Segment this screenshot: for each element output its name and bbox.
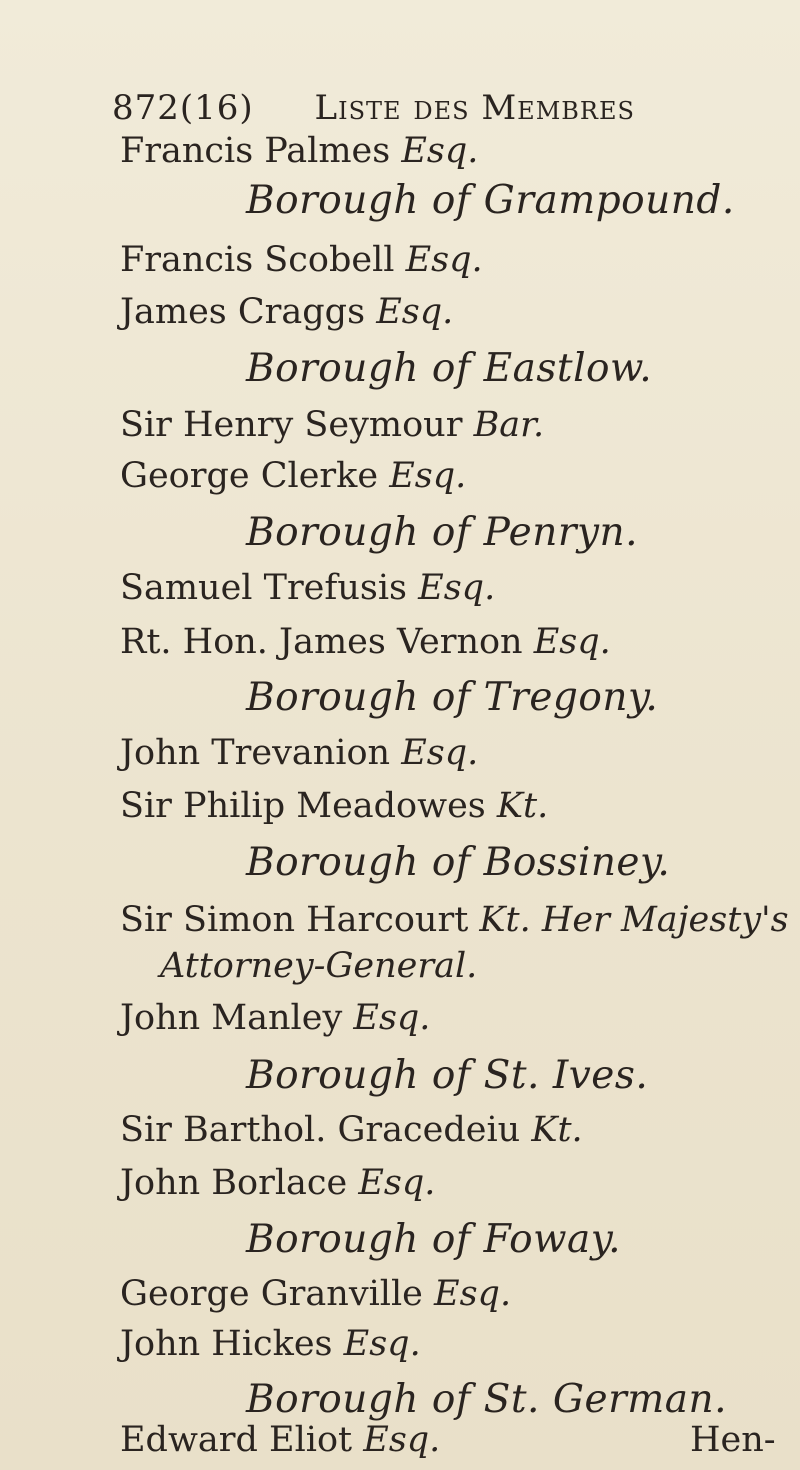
member-title: Esq. (363, 1420, 441, 1460)
member-name: Sir Philip Meadowes (120, 786, 486, 826)
borough-heading: Borough of Foway. (246, 1217, 621, 1262)
member-line (120, 786, 548, 826)
member-name: John Manley (120, 998, 343, 1038)
member-line (120, 998, 430, 1038)
continuation-line: Attorney-General. (160, 946, 478, 986)
member-name: John Hickes (120, 1324, 333, 1364)
running-title: Liste des Membres (314, 88, 635, 128)
member-title: Esq. (376, 292, 454, 332)
member-title: Esq. (343, 1324, 421, 1364)
member-line (120, 292, 453, 332)
member-line (120, 1420, 440, 1460)
member-name: George Granville (120, 1274, 423, 1314)
member-name: Sir Simon Harcourt (120, 900, 469, 940)
member-line (120, 1110, 583, 1150)
member-line (120, 900, 789, 940)
member-line (120, 456, 466, 496)
member-title: Esq. (401, 733, 479, 773)
member-line (120, 733, 478, 773)
page-header (112, 88, 635, 128)
member-name: Samuel Trefusis (120, 568, 408, 608)
member-name: John Borlace (120, 1163, 348, 1203)
borough-heading: Borough of St. Ives. (246, 1053, 649, 1098)
member-title: Esq. (401, 131, 479, 171)
member-line (120, 131, 478, 171)
member-line (120, 1274, 511, 1314)
member-line (120, 1324, 421, 1364)
borough-heading: Borough of Bossiney. (246, 840, 671, 885)
catchword: Hen- (690, 1420, 776, 1460)
borough-heading: Borough of Grampound. (246, 178, 735, 223)
member-name: John Trevanion (120, 733, 391, 773)
member-title: Kt. Her Majesty's (479, 900, 789, 940)
member-title: Kt. (531, 1110, 583, 1150)
borough-heading: Borough of Eastlow. (246, 346, 653, 391)
member-name: Francis Scobell (120, 240, 395, 280)
member-title: Kt. (496, 786, 549, 826)
member-title: Esq. (405, 240, 483, 280)
member-line (120, 622, 611, 662)
member-title: Esq. (434, 1274, 512, 1314)
member-name: James Craggs (120, 292, 366, 332)
member-name: Rt. Hon. James Vernon (120, 622, 523, 662)
member-title: Bar. (473, 405, 545, 445)
member-title: Esq. (353, 998, 431, 1038)
member-name: Sir Barthol. Gracedeiu (120, 1110, 521, 1150)
member-line (120, 405, 544, 445)
member-name: Francis Palmes (120, 131, 391, 171)
member-title: Esq. (418, 568, 496, 608)
member-title: Esq. (533, 622, 611, 662)
borough-heading: Borough of Tregony. (246, 675, 659, 720)
borough-heading: Borough of Penryn. (246, 510, 639, 555)
member-line (120, 568, 495, 608)
member-name: Edward Eliot (120, 1420, 353, 1460)
member-line (120, 240, 483, 280)
member-name: Sir Henry Seymour (120, 405, 463, 445)
member-name: George Clerke (120, 456, 379, 496)
borough-heading: Borough of St. German. (246, 1377, 727, 1422)
member-title: Esq. (358, 1163, 436, 1203)
member-line (120, 1163, 435, 1203)
member-title: Esq. (389, 456, 467, 496)
page-number: 872(16) (112, 88, 254, 128)
